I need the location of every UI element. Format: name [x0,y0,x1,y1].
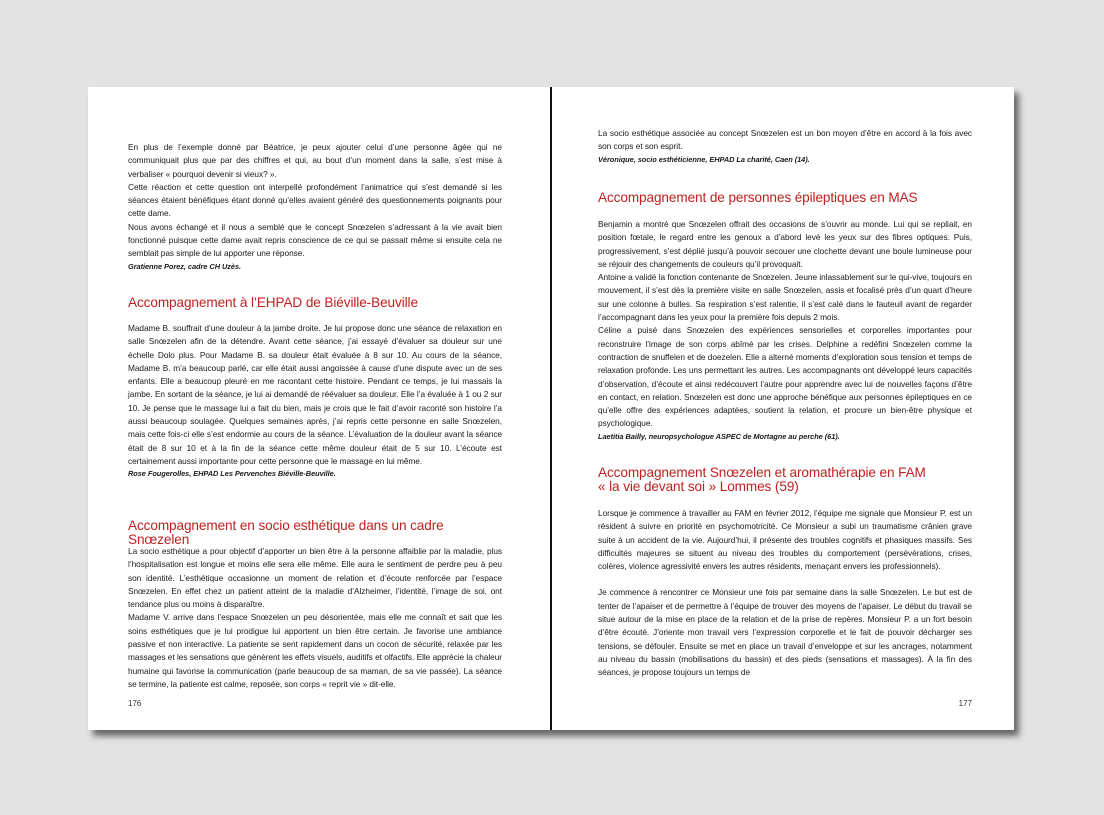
right-section-2-paragraph-2: Je commence à rencontrer ce Monsieur une fois par semaine dans la salle Snœzelen. Le but est de tenter de l’apaiser et de permettre à l’équipe de trouver des moyens de l’apaiser. Le début du travail se situe autour de la mise en place de la relation et de la prise de repères. Monsieur P. a un fort besoin d’être écouté. J’oriente mon travail vers l’expression corporelle et le fait de pouvoir décharger ses tensions, se défouler. Ensuite se met en place un travail d’enveloppe et sur les ancrages, notamment au niveau du bassin (mobilisations du bassin) et des pieds (sensations et massages). À la fin des séances, je propose toujours un temps de [598,587,972,678]
right-section-1-body [598,218,972,443]
page-number-right: 177 [958,699,972,708]
book-spread [88,87,1014,730]
right-section-1-paragraph-3: Céline a puisé dans Snœzelen des expériences sensorielles et corporelles importantes pour reconstruire l’image de son corps abîmé par les crises. Delphine a redéfini Snœzelen comme la contraction de snuffelen et de doezelen. Elle a alterné moments d’exploration sous tension et temps de relaxation profonde. Les uns permettant les autres. Les accompagnants ont développé leurs capacités d’observation, d’écoute et ainsi redécouvert l’autre pour apprendre avec lui de nouvelles façons d’être en contact, en relation. Snœzelen est donc une approche bénéfique aux personnes épileptiques en ce qu’elle offre des expériences adaptées, soutient la relation, et procure un bien-être physique et psychologique. [598,325,972,429]
section-heading-aromatherapie-line-2: « la vie devant soi » Lommes (59) [598,479,799,494]
section-heading-aromatherapie-line-1: Accompagnement Snœzelen et aromathérapie en FAM [598,465,926,480]
left-section-1 [128,296,502,310]
left-section-1-paragraph: Madame B. souffrait d’une douleur à la jambe droite. Je lui propose donc une séance de relaxation en salle Snœzelen afin de la détendre. Avant cette séance, j’ai essayé d’évaluer sa douleur sur une échelle Dolo plus. Pour Madame B. sa douleur était évaluée à 8 sur 10. Au cours de la séance, Madame B. m’a beaucoup parlé, car elle était aussi angoissée à cause d’une dispute avec un de ses enfants. Elle a beaucoup pleuré en me racontant cette histoire. Pendant ce temps, je lui massais la jambe. En sortant de la séance, je lui ai demandé de réévaluer sa douleur. Elle l’a évaluée à 1 ou 2 sur 10. Je pense que le massage lui a fait du bien, mais je crois que le fait d’avoir raconté son histoire l’a aussi beaucoup soulagée. Quelques semaines après, j’ai repris cette personne en salle Snœzelen, mais cette fois-ci elle s’est endormie au cours de la séance. L’évaluation de la douleur avant la séance était de 8 sur 10 et à la fin de la séance cette même douleur était de 5 sur 10. L’écoute est certainement aussi importante pour cette personne que le massage en lui même. [128,323,502,466]
left-section-1-body [128,322,502,480]
left-page [128,87,502,730]
left-intro-paragraph-1: En plus de l’exemple donné par Béatrice, je peux ajouter celui d’une personne âgée qui ne communiquait plus que par des chiffres et qui, au bout d’un moment dans la salle, s’est mise à verbaliser « pourquoi devenir si vieux? ». [128,142,502,179]
left-section-1-credit: Rose Fougerolles, EHPAD Les Pervenches Biéville-Beuville. [128,469,336,479]
right-top-credit: Véronique, socio esthéticienne, EHPAD La charité, Caen (14). [598,154,810,164]
page-number-left: 176 [128,699,142,708]
right-section-2-body [598,507,972,680]
section-heading-ehpad: Accompagnement à l’EHPAD de Biéville-Beuville [128,295,418,310]
right-section-1 [598,191,972,205]
left-intro-paragraph-2: Cette réaction et cette question ont interpellé profondément l’animatrice qui s’est demandé si les séances étaient bénéfiques étant donné qu’elles avaient généré des questionnements poignants pour cette dame. [128,181,502,219]
right-section-2 [598,466,972,494]
left-intro-credit: Gratienne Porez, cadre CH Uzès. [128,261,242,271]
right-page [598,87,972,730]
left-intro [128,141,502,273]
right-top-paragraph: La socio esthétique associée au concept Snœzelen est un bon moyen d’être en accord à la fois avec son corps et son esprit. [598,128,972,152]
left-section-2-paragraph-2: Madame V. arrive dans l’espace Snœzelen un peu désorientée, mais elle me connaît et sait que les soins esthétiques que je lui prodigue lui apportent un bien être certain. Je favorise une ambiance passive et non interactive. La patiente se sent rapidement dans un cocon de sécurité, relaxée par les massages et les sensations que génèrent les effets visuels, auditifs et olfactifs. Elle apprécie la chaleur humaine qui favorise la communication (parle beaucoup de sa maman, de sa vie passée). La séance se termine, la patiente est calme, reposée, son corps « reprit vie » dit-elle. [128,612,502,689]
book-spine [550,87,552,730]
section-heading-epileptiques: Accompagnement de personnes épileptiques en MAS [598,190,918,205]
right-section-1-credit: Laetitia Bailly, neuropsychologue ASPEC de Mortagne au perche (61). [598,431,840,441]
section-heading-socio-esthetique: Accompagnement en socio esthétique dans un cadre Snœzelen [128,518,444,547]
right-section-1-paragraph-1: Benjamin a montré que Snœzelen offrait des occasions de s’ouvrir au monde. Lui qui se repliait, en position fœtale, le regard entre les genoux a d’abord levé les yeux sur des fibres optiques. Puis, progressivement, s’est déplié jusqu’à pouvoir secouer une clochette devant une boule lumineuse pour se réjouir des changements de couleurs qu’il provoquait. [598,219,972,269]
left-section-2-paragraph-1: La socio esthétique a pour objectif d’apporter un bien être à la personne affaiblie par la maladie, plus l’hospitalisation est longue et moins elle sera elle même. Elle aura le sentiment de perdre peu à peu son identité. L’esthétique occasionne un moment de relation et d’écoute renforcée par l’espace Snœzelen. En effet chez un patient atteint de la maladie d’Alzheimer, l’identité, l’image de soi, ont tendance plus ou moins à disparaître. [128,546,502,610]
left-section-2-body [128,545,502,691]
right-section-1-paragraph-2: Antoine a validé la fonction contenante de Snœzelen. Jeune inlassablement sur le qui-vive, toujours en mouvement, il s’est dès la première visite en salle Snœzelen, assis et focalisé près d’un quart d’heure sur une colonne à bulles. Sa respiration s’est ralentie, il s’est calé dans le fauteuil avant de regarder l’accompagnant dans les yeux pour la première fois depuis 2 mois. [598,272,972,323]
left-section-2 [128,519,502,547]
right-top [598,127,972,166]
right-section-2-paragraph-1: Lorsque je commence à travailler au FAM en février 2012, l’équipe me signale que Monsieur P. est un résident à suivre en priorité en psychomotricité. Ce Monsieur a subi un traumatisme crânien grave suite à un accident de la vie. Aujourd’hui, il présente des troubles cognitifs et phasiques massifs. Ses difficultés majeures se situent au niveau des troubles du comportement (persévérations, crises, colères, violence agressivité envers les autres résidents, menaçant envers les professionnels). [598,508,972,572]
left-intro-paragraph-3: Nous avons échangé et il nous a semblé que le concept Snœzelen s’adressant à la vie avait bien fonctionné puisque cette dame avait repris conscience de ce qui se passait même si ensuite cela ne semblait pas simple de lui apporter une réponse. [128,221,502,259]
